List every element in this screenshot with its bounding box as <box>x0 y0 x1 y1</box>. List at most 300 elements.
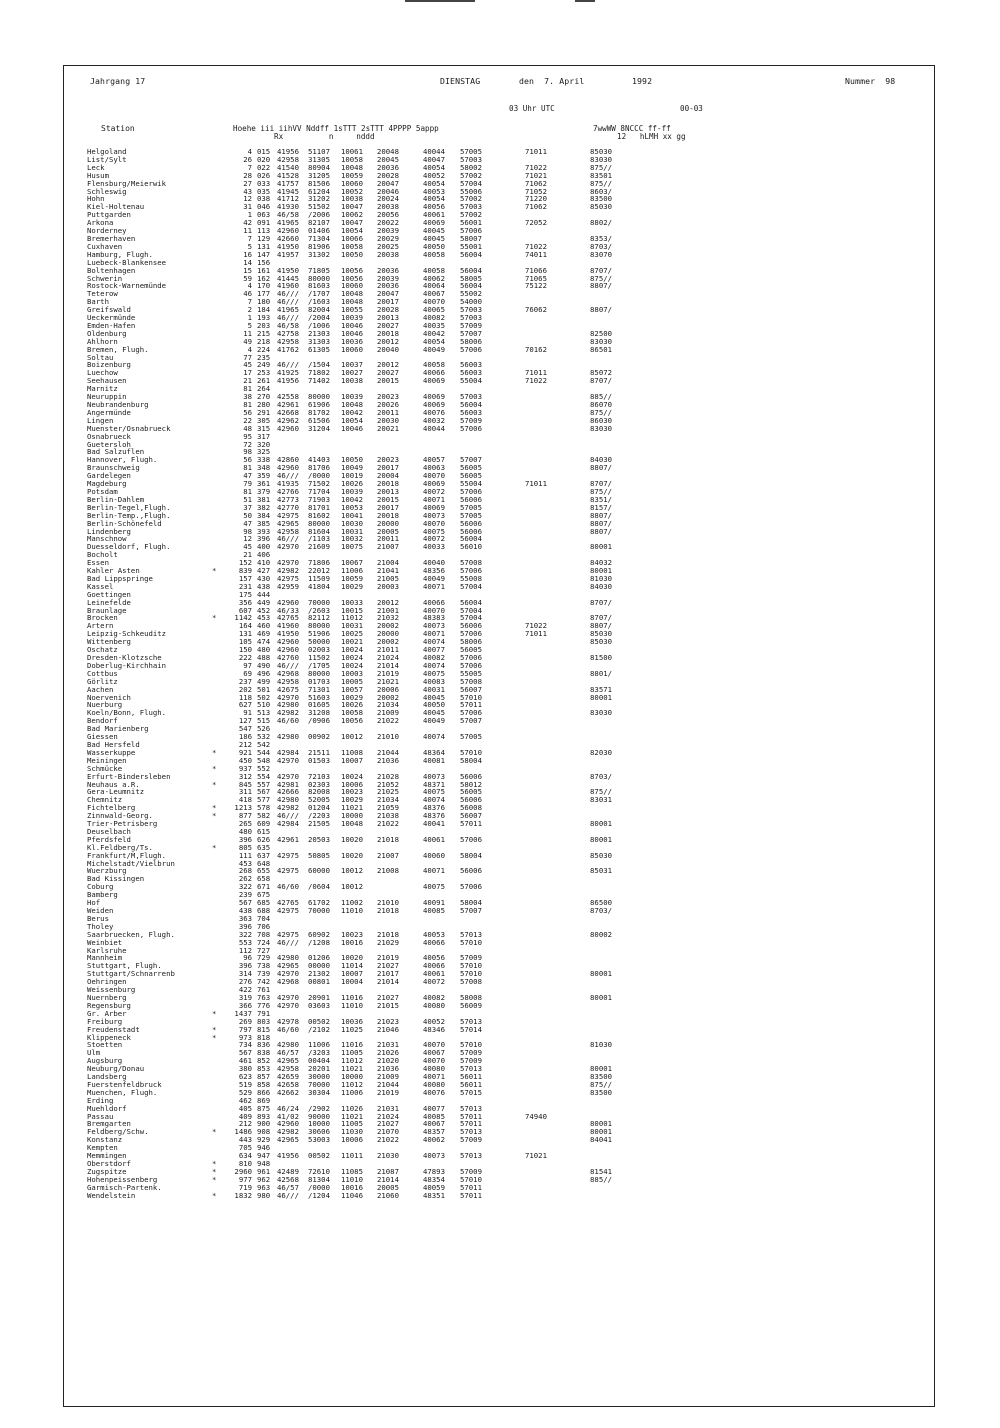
group-ihvv: 41712 <box>277 194 299 204</box>
station-height: 405 <box>238 1103 252 1113</box>
station-index: 815 <box>257 1024 271 1034</box>
group-4pppp: 40052 <box>423 1016 445 1026</box>
table-row <box>87 1073 907 1081</box>
station-index: 381 <box>257 494 271 504</box>
group-7wwww: 71011 <box>525 147 547 156</box>
group-1sttt: 10023 <box>341 787 363 797</box>
group-5appp: 56004 <box>460 249 482 259</box>
group-1sttt: 10048 <box>341 297 363 307</box>
group-2sttt: 21034 <box>377 795 399 805</box>
station-index: 361 <box>257 479 271 489</box>
group-nddff: 00902 <box>308 732 330 742</box>
station-name: Nuernberg <box>87 992 127 1002</box>
station-name: Hannover, Flugh. <box>87 455 158 465</box>
station-index: 091 <box>257 218 271 228</box>
station-table <box>87 148 907 1200</box>
group-5appp: 56004 <box>460 281 482 291</box>
group-ihvv: 41945 <box>277 186 299 196</box>
group-1sttt: 10055 <box>341 305 363 315</box>
group-2sttt: 21027 <box>377 961 399 971</box>
station-name: Fuerstenfeldbruck <box>87 1079 162 1089</box>
group-5appp: 56006 <box>460 795 482 805</box>
group-2sttt: 21015 <box>377 1000 399 1010</box>
station-index: 626 <box>257 834 271 844</box>
station-index: 526 <box>257 724 271 734</box>
group-4pppp: 40053 <box>423 186 445 196</box>
station-name: Boltenhagen <box>87 265 136 275</box>
group-1sttt: 10053 <box>341 502 363 512</box>
group-8nccc: 80001 <box>590 1064 612 1074</box>
group-ihvv: 46/33 <box>277 605 299 615</box>
group-8nccc: 8707/ <box>590 376 612 386</box>
group-ihvv: 41930 <box>277 202 299 212</box>
group-8nccc: 85030 <box>590 202 612 212</box>
station-height: 150 <box>238 645 252 655</box>
station-height: 805 <box>238 842 252 852</box>
table-row <box>87 441 907 449</box>
group-8nccc: 83501 <box>590 170 612 180</box>
table-row <box>87 464 907 472</box>
station-height: 268 <box>238 866 252 876</box>
station-height: 529 <box>238 1087 252 1097</box>
group-5appp: 56008 <box>460 803 482 813</box>
group-nddff: 51906 <box>308 629 330 639</box>
group-4pppp: 40075 <box>423 787 445 797</box>
table-row <box>87 923 907 931</box>
group-2sttt: 20013 <box>377 486 399 496</box>
table-row <box>87 646 907 654</box>
group-4pppp: 40061 <box>423 210 445 220</box>
table-row <box>87 607 907 615</box>
group-2sttt: 20025 <box>377 241 399 251</box>
table-row <box>87 867 907 875</box>
group-nddff: /1204 <box>308 1190 330 1200</box>
table-row <box>87 1026 907 1034</box>
table-row <box>87 259 907 267</box>
group-ihvv: 42960 <box>277 463 299 473</box>
station-name: Goettingen <box>87 589 131 599</box>
table-row <box>87 1065 907 1073</box>
station-name: Bad Hersfeld <box>87 739 140 749</box>
station-name: Kempten <box>87 1143 118 1153</box>
group-4pppp: 40082 <box>423 653 445 662</box>
station-height: 95 <box>243 431 252 441</box>
table-row <box>87 883 907 891</box>
station-height: 7 <box>247 233 252 243</box>
column-subheader: Rx n nddd <box>274 132 375 141</box>
group-4pppp: 40069 <box>423 218 445 228</box>
station-index: 567 <box>257 787 271 797</box>
group-1sttt: 10056 <box>341 273 363 283</box>
station-name: Stoetten <box>87 1040 123 1050</box>
table-row <box>87 891 907 899</box>
group-5appp: 56005 <box>460 645 482 655</box>
station-height: 12 <box>243 534 252 544</box>
group-4pppp: 40072 <box>423 534 445 544</box>
table-row <box>87 559 907 567</box>
table-row <box>87 290 907 298</box>
group-1sttt: 10061 <box>341 147 363 156</box>
station-name: Chemnitz <box>87 795 123 805</box>
group-8nccc: 84030 <box>590 455 612 465</box>
group-nddff: 51603 <box>308 692 330 702</box>
group-8nccc: 875// <box>590 407 612 417</box>
group-1sttt: 10036 <box>341 336 363 346</box>
station-height: 937 <box>238 763 252 773</box>
station-index: 147 <box>257 249 271 259</box>
station-index: 320 <box>257 439 271 449</box>
station-name: Boizenburg <box>87 360 131 370</box>
station-index: 474 <box>257 637 271 647</box>
group-1sttt: 11016 <box>341 992 363 1002</box>
group-7wwww: 75122 <box>525 281 547 291</box>
table-row <box>87 1144 907 1152</box>
station-index: 270 <box>257 392 271 402</box>
station-height: 1437 <box>234 1008 252 1018</box>
group-5appp: 55008 <box>460 573 482 583</box>
station-name: Kl.Feldberg/Ts. <box>87 842 153 852</box>
table-row <box>87 172 907 180</box>
station-name: Görlitz <box>87 676 118 686</box>
group-5appp: 57009 <box>460 320 482 330</box>
group-nddff: 81702 <box>308 407 330 417</box>
group-5appp: 57004 <box>460 178 482 188</box>
group-2sttt: 21021 <box>377 676 399 686</box>
group-2sttt: 21014 <box>377 660 399 670</box>
table-row <box>87 156 907 164</box>
group-4pppp: 40049 <box>423 716 445 726</box>
group-2sttt: 21001 <box>377 605 399 615</box>
group-1sttt: 11010 <box>341 906 363 915</box>
group-nddff: /1504 <box>308 360 330 370</box>
group-8nccc: 85031 <box>590 866 612 876</box>
group-2sttt: 21022 <box>377 716 399 726</box>
group-5appp: 57011 <box>460 1119 482 1129</box>
group-5appp: 56007 <box>460 811 482 821</box>
group-1sttt: 10052 <box>341 186 363 196</box>
group-nddff: 01503 <box>308 755 330 765</box>
station-name: Koeln/Bonn, Flugh. <box>87 708 167 718</box>
group-ihvv: 42980 <box>277 953 299 963</box>
station-name: Soltau <box>87 352 114 362</box>
group-ihvv: 42965 <box>277 1135 299 1145</box>
group-1sttt: 10026 <box>341 700 363 710</box>
station-name: Luebeck-Blankensee <box>87 257 167 267</box>
group-4pppp: 40041 <box>423 819 445 829</box>
group-4pppp: 40071 <box>423 629 445 639</box>
station-index: 961 <box>257 1166 271 1176</box>
station-height: 845 <box>238 779 252 789</box>
group-2sttt: 21059 <box>377 803 399 813</box>
station-height: 231 <box>238 581 252 591</box>
group-ihvv: 42982 <box>277 1127 299 1137</box>
table-row <box>87 962 907 970</box>
group-4pppp: 40080 <box>423 1000 445 1010</box>
group-1sttt: 11030 <box>341 1127 363 1137</box>
group-2sttt: 20023 <box>377 455 399 465</box>
station-height: 212 <box>238 1119 252 1129</box>
group-5appp: 57005 <box>460 510 482 520</box>
group-8nccc: 8707/ <box>590 597 612 607</box>
group-nddff: 80000 <box>308 273 330 283</box>
group-1sttt: 11005 <box>341 1048 363 1058</box>
group-1sttt: 11021 <box>341 1064 363 1074</box>
group-ihvv: 42960 <box>277 645 299 655</box>
group-ihvv: 42970 <box>277 558 299 568</box>
station-name: Wasserkuppe <box>87 747 136 757</box>
group-2sttt: 20029 <box>377 233 399 243</box>
station-index: 515 <box>257 716 271 726</box>
station-name: Neubrandenburg <box>87 400 149 409</box>
station-name: Bad Salzuflen <box>87 447 145 457</box>
group-ihvv: 42970 <box>277 992 299 1002</box>
station-name: Teterow <box>87 289 118 299</box>
group-2sttt: 21020 <box>377 1056 399 1066</box>
station-name: Nuerburg <box>87 700 123 710</box>
station-height: 47 <box>243 471 252 481</box>
table-row <box>87 472 907 480</box>
station-name: Feldberg/Schw. <box>87 1127 149 1137</box>
group-5appp: 57006 <box>460 423 482 433</box>
station-name: Zugspitze <box>87 1166 127 1176</box>
group-1sttt: 10029 <box>341 581 363 591</box>
group-nddff: 31302 <box>308 249 330 259</box>
group-2sttt: 20021 <box>377 423 399 433</box>
group-5appp: 57014 <box>460 1024 482 1034</box>
group-8nccc: 83030 <box>590 336 612 346</box>
group-5appp: 55002 <box>460 289 482 299</box>
group-ihvv: 42658 <box>277 1079 299 1089</box>
station-height: 627 <box>238 700 252 710</box>
weekday-label: DIENSTAG <box>440 76 481 86</box>
station-height: 28 <box>243 170 252 180</box>
group-2sttt: 20047 <box>377 289 399 299</box>
group-1sttt: 10007 <box>341 969 363 979</box>
group-8nccc: 8807/ <box>590 510 612 520</box>
station-index: 738 <box>257 961 271 971</box>
group-5appp: 55005 <box>460 668 482 678</box>
table-row <box>87 788 907 796</box>
table-row <box>87 1089 907 1097</box>
table-row <box>87 994 907 1002</box>
group-8nccc: 81500 <box>590 653 612 662</box>
group-8nccc: 80001 <box>590 542 612 552</box>
station-index: 264 <box>257 384 271 394</box>
group-4pppp: 40082 <box>423 992 445 1002</box>
table-row <box>87 931 907 939</box>
group-4pppp: 40069 <box>423 376 445 386</box>
station-index: 224 <box>257 344 271 354</box>
group-4pppp: 40045 <box>423 692 445 702</box>
group-nddff: 82004 <box>308 305 330 315</box>
group-nddff: 81706 <box>308 463 330 473</box>
station-index: 908 <box>257 1127 271 1137</box>
station-name: Kassel <box>87 581 114 591</box>
group-4pppp: 40074 <box>423 732 445 742</box>
group-ihvv: 41950 <box>277 265 299 275</box>
station-height: 81 <box>243 463 252 473</box>
station-height: 4 <box>247 147 252 156</box>
group-nddff: 31202 <box>308 194 330 204</box>
group-ihvv: 42968 <box>277 977 299 987</box>
group-8nccc: 8351/ <box>590 494 612 504</box>
group-5appp: 56005 <box>460 463 482 473</box>
group-5appp: 58004 <box>460 898 482 908</box>
group-nddff: /0000 <box>308 471 330 481</box>
station-height: 734 <box>238 1040 252 1050</box>
station-index: 648 <box>257 858 271 868</box>
group-5appp: 56011 <box>460 1072 482 1082</box>
group-4pppp: 40073 <box>423 621 445 631</box>
group-5appp: 57003 <box>460 313 482 323</box>
group-nddff: 01204 <box>308 803 330 813</box>
group-4pppp: 40032 <box>423 415 445 425</box>
table-row <box>87 614 907 622</box>
station-height: 7 <box>247 297 252 307</box>
group-4pppp: 40080 <box>423 1064 445 1074</box>
group-1sttt: 10049 <box>341 463 363 473</box>
table-row <box>87 235 907 243</box>
group-4pppp: 48346 <box>423 1024 445 1034</box>
group-nddff: 00404 <box>308 1056 330 1066</box>
group-ihvv: 46/// <box>277 313 299 323</box>
table-row <box>87 622 907 630</box>
station-height: 5 <box>247 320 252 330</box>
group-nddff: 80000 <box>308 392 330 402</box>
station-name: Augsburg <box>87 1056 123 1066</box>
station-name: Schleswig <box>87 186 127 196</box>
station-name: Passau <box>87 1111 114 1121</box>
group-1sttt: 10037 <box>341 360 363 370</box>
station-index: 038 <box>257 194 271 204</box>
table-row <box>87 528 907 536</box>
mountain-marker: * <box>212 613 217 623</box>
station-name: Braunschweig <box>87 463 140 473</box>
group-7wwww: 71022 <box>525 376 547 386</box>
station-name: Karlsruhe <box>87 945 127 955</box>
group-2sttt: 20005 <box>377 526 399 536</box>
group-ihvv: 46/// <box>277 297 299 307</box>
group-5appp: 57011 <box>460 1190 482 1200</box>
group-4pppp: 40056 <box>423 953 445 963</box>
group-5appp: 57008 <box>460 977 482 987</box>
group-ihvv: 42958 <box>277 676 299 686</box>
station-index: 015 <box>257 147 271 156</box>
station-height: 11 <box>243 226 252 236</box>
station-name: List/Sylt <box>87 154 127 164</box>
group-ihvv: 42959 <box>277 581 299 591</box>
group-1sttt: 10060 <box>341 281 363 291</box>
group-5appp: 57005 <box>460 502 482 512</box>
station-height: 37 <box>243 502 252 512</box>
group-7wwww: 71021 <box>525 170 547 180</box>
group-8nccc: 85030 <box>590 147 612 156</box>
group-8nccc: 82500 <box>590 328 612 338</box>
group-4pppp: 40066 <box>423 961 445 971</box>
group-4pppp: 40070 <box>423 518 445 528</box>
group-8nccc: 8707/ <box>590 265 612 275</box>
group-5appp: 56004 <box>460 597 482 607</box>
table-row <box>87 1105 907 1113</box>
group-8nccc: 84030 <box>590 581 612 591</box>
group-5appp: 57008 <box>460 676 482 686</box>
group-7wwww: 71011 <box>525 368 547 378</box>
group-4pppp: 40033 <box>423 542 445 552</box>
group-2sttt: 21027 <box>377 1119 399 1129</box>
group-nddff: 81906 <box>308 241 330 251</box>
group-2sttt: 20038 <box>377 249 399 259</box>
group-2sttt: 20011 <box>377 407 399 417</box>
station-index: 875 <box>257 1103 271 1113</box>
station-name: Schwerin <box>87 273 123 283</box>
station-index: 858 <box>257 1079 271 1089</box>
station-index: 249 <box>257 360 271 370</box>
table-row <box>87 757 907 765</box>
group-ihvv: 42970 <box>277 542 299 552</box>
table-row <box>87 1081 907 1089</box>
group-5appp: 57013 <box>460 929 482 939</box>
group-2sttt: 21087 <box>377 1166 399 1176</box>
group-4pppp: 40071 <box>423 1072 445 1082</box>
group-7wwww: 71066 <box>525 265 547 275</box>
group-5appp: 57002 <box>460 194 482 204</box>
station-index: 675 <box>257 890 271 900</box>
station-index: 396 <box>257 534 271 544</box>
group-7wwww: 74011 <box>525 249 547 259</box>
group-1sttt: 11046 <box>341 1190 363 1200</box>
group-8nccc: 80001 <box>590 969 612 979</box>
group-nddff: 30606 <box>308 1127 330 1137</box>
mountain-marker: * <box>212 779 217 789</box>
group-1sttt: 10060 <box>341 178 363 188</box>
station-name: Oberstdorf <box>87 1159 131 1168</box>
group-8nccc: 83500 <box>590 1087 612 1097</box>
table-row <box>87 678 907 686</box>
group-nddff: /0906 <box>308 716 330 726</box>
group-4pppp: 40066 <box>423 937 445 947</box>
group-8nccc: 84041 <box>590 1135 612 1145</box>
station-index: 156 <box>257 257 271 267</box>
station-index: 026 <box>257 170 271 180</box>
group-5appp: 57007 <box>460 328 482 338</box>
group-4pppp: 40063 <box>423 463 445 473</box>
table-row <box>87 954 907 962</box>
group-5appp: 55004 <box>460 479 482 489</box>
station-name: Guetersloh <box>87 439 131 449</box>
station-index: 063 <box>257 210 271 220</box>
station-index: 729 <box>257 953 271 963</box>
station-column-header: Station <box>101 124 135 133</box>
station-name: Coburg <box>87 882 114 892</box>
group-nddff: 70000 <box>308 1079 330 1089</box>
mountain-marker: * <box>212 1174 217 1184</box>
group-5appp: 55001 <box>460 241 482 251</box>
group-7wwww: 71021 <box>525 1151 547 1161</box>
group-ihvv: 42970 <box>277 1000 299 1010</box>
table-row <box>87 773 907 781</box>
group-1sttt: 10075 <box>341 542 363 552</box>
group-5appp: 55004 <box>460 376 482 386</box>
station-height: 450 <box>238 755 252 765</box>
station-index: 170 <box>257 281 271 291</box>
group-1sttt: 10023 <box>341 929 363 939</box>
station-name: Ulm <box>87 1048 101 1058</box>
station-index: 161 <box>257 265 271 275</box>
station-name: Trier-Petrisberg <box>87 819 158 829</box>
group-nddff: 21609 <box>308 542 330 552</box>
group-ihvv: 42958 <box>277 526 299 536</box>
station-height: 111 <box>238 850 252 860</box>
